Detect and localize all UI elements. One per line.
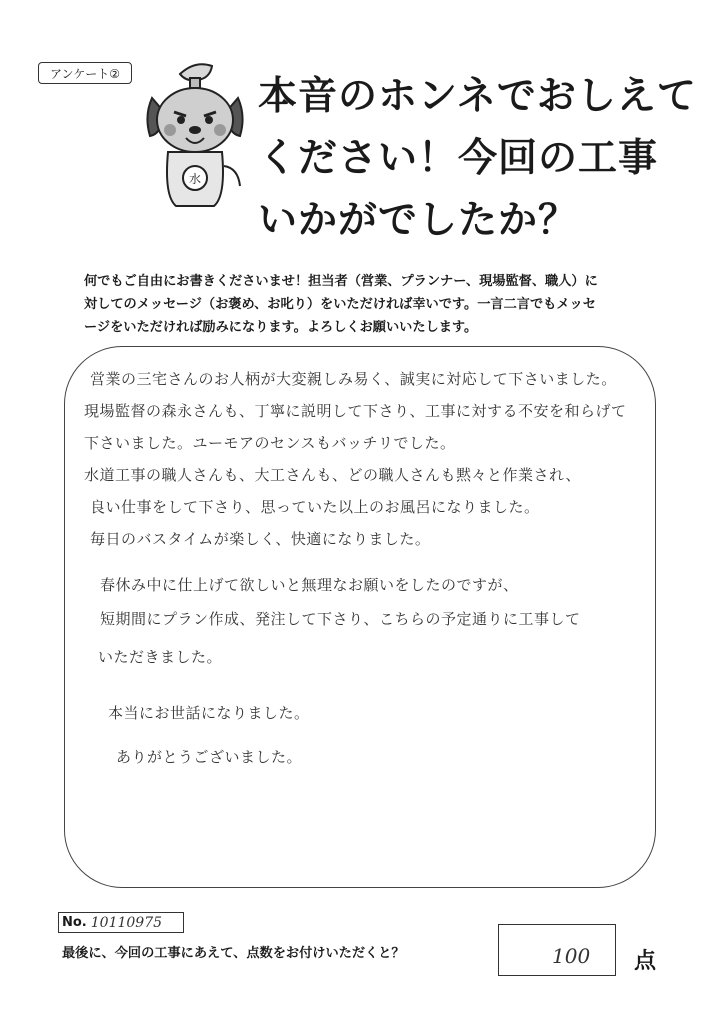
score-value: 100	[552, 944, 591, 968]
survey-tag: アンケート②	[38, 62, 132, 84]
title-line: ください！今回の工事	[258, 136, 659, 181]
comment-line: いただきました。	[98, 648, 223, 666]
number-field	[58, 912, 184, 933]
svg-text:水: 水	[188, 172, 202, 186]
water-dog-mascot-icon	[140, 56, 250, 216]
comment-line: 現場監督の森永さんも、丁寧に説明して下さり、工事に対する不安を和らげて	[84, 402, 627, 420]
comment-line: 本当にお世話になりました。	[108, 704, 310, 722]
instruction-line: 対してのメッセージ（お褒め、お叱り）をいただければ幸いです。一言二言でもメッセ	[84, 297, 596, 312]
title-line: 本音のホンネでおしえて	[258, 74, 697, 119]
score-question: 最後に、今回の工事にあえて、点数をお付けいただくと？	[62, 946, 405, 961]
instructions	[84, 270, 674, 339]
number-label: No.	[62, 915, 87, 930]
instruction-line: 何でもご自由にお書きくださいませ！担当者（営業、プランナー、現場監督、職人）に	[84, 274, 598, 289]
comment-line: ありがとうございました。	[116, 748, 303, 766]
comment-line: 下さいました。ユーモアのセンスもバッチリでした。	[84, 434, 456, 452]
comment-line: 短期間にプラン作成、発注して下さり、こちらの予定通りに工事して	[100, 610, 581, 628]
comment-line: 春休み中に仕上げて欲しいと無理なお願いをしたのですが、	[100, 576, 519, 594]
comment-line: 良い仕事をして下さり、思っていた以上のお風呂になりました。	[90, 498, 540, 516]
number-value: 10110975	[90, 914, 163, 931]
comment-line: 営業の三宅さんのお人柄が大変親しみ易く、誠実に対応して下さいました。	[90, 370, 617, 388]
title-line: いかがでしたか？	[258, 198, 579, 243]
comment-line: 水道工事の職人さんも、大工さんも、どの職人さんも黙々と作業され、	[84, 466, 581, 484]
page-title	[258, 66, 698, 252]
instruction-line: ージをいただければ励みになります。よろしくお願いいたします。	[84, 320, 478, 335]
score-unit: 点	[634, 949, 657, 974]
comment-line: 毎日のバスタイムが楽しく、快適になりました。	[90, 530, 431, 548]
